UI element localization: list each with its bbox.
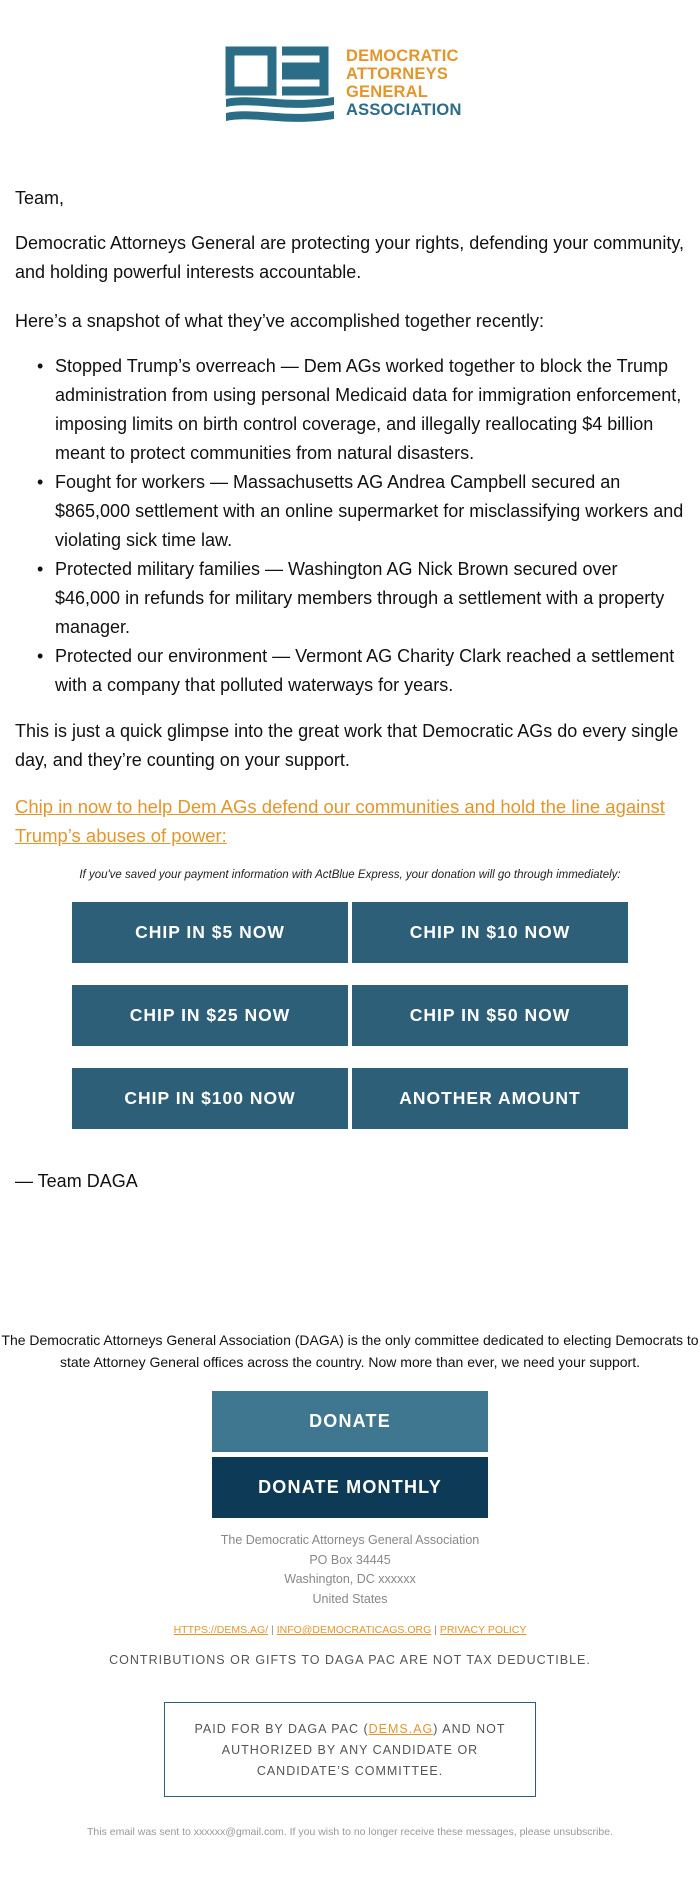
chip-in-25-button[interactable]: CHIP IN $25 NOW: [72, 985, 348, 1046]
another-amount-button[interactable]: ANOTHER AMOUNT: [352, 1068, 628, 1129]
daga-logo: [224, 45, 484, 130]
dems-ag-link[interactable]: DEMS.AG: [368, 1722, 434, 1736]
link-separator: |: [434, 1624, 437, 1636]
address-org: The Democratic Attorneys General Association: [220, 1533, 480, 1547]
list-item: • Stopped Trump’s overreach — Dem AGs worked together to block the Trump administration from using personal Medicaid data for immigration enforcement, imposing limits on birth control coverage, and illegally reallocating $4 billion meant to protect communities from natural disasters.: [15, 352, 687, 468]
mailing-address: [0, 1531, 700, 1609]
accomplishments-list: [15, 352, 687, 700]
address-country: United States: [312, 1591, 388, 1606]
website-link[interactable]: HTTPS://DEMS.AG/: [173, 1624, 269, 1636]
list-item: • Protected our environment — Vermont AG Charity Clark reached a settlement with a company that polluted waterways for years.: [15, 642, 687, 700]
list-item: • Protected military families — Washington AG Nick Brown secured over $46,000 in refunds for military members through a settlement with a property manager.: [15, 555, 687, 642]
email-link[interactable]: INFO@DEMOCRATICAGS.ORG: [276, 1624, 432, 1636]
paid-for-disclaimer: [164, 1702, 536, 1797]
chip-in-100-button[interactable]: CHIP IN $100 NOW: [72, 1068, 348, 1129]
logo-line-1: DEMOCRATIC: [346, 47, 459, 65]
intro-paragraph: Democratic Attorneys General are protecting your rights, defending your community, and holding powerful interests accountable.: [15, 233, 684, 282]
donate-button[interactable]: DONATE: [212, 1391, 488, 1452]
glimpse-paragraph: This is just a quick glimpse into the great work that Democratic AGs do every single day, and they’re counting on your support.: [15, 721, 679, 770]
link-separator: |: [271, 1624, 274, 1636]
logo-line-2: ATTORNEYS: [346, 65, 449, 83]
logo-text: [346, 47, 462, 119]
tax-disclaimer: CONTRIBUTIONS OR GIFTS TO DAGA PAC ARE NOT TAX DEDUCTIBLE.: [109, 1653, 591, 1667]
chip-in-5-button[interactable]: CHIP IN $5 NOW: [72, 902, 348, 963]
footer-links: [0, 1624, 700, 1636]
unsubscribe-note[interactable]: This email was sent to xxxxxx@gmail.com. If you wish to no longer receive these messages, please unsubscribe.: [87, 1826, 613, 1838]
signoff: — Team DAGA: [15, 1171, 138, 1191]
address-city: Washington, DC xxxxxx: [284, 1572, 416, 1586]
donate-monthly-button[interactable]: DONATE MONTHLY: [212, 1457, 488, 1518]
snapshot-intro: Here’s a snapshot of what they’ve accomplished together recently:: [15, 311, 544, 331]
chip-in-link[interactable]: Chip in now to help Dem AGs defend our communities and hold the line against Trump’s abuses of power:: [15, 796, 665, 846]
daga-logo-icon: [224, 45, 336, 130]
actblue-express-note: If you've saved your payment information with ActBlue Express, your donation will go through immediately:: [79, 869, 621, 881]
privacy-policy-link[interactable]: PRIVACY POLICY: [439, 1624, 527, 1636]
footer-about: The Democratic Attorneys General Association (DAGA) is the only committee dedicated to electing Democrats to state Attorney General offices across the country. Now more than ever, we need your support.: [1, 1332, 699, 1370]
chip-in-10-button[interactable]: CHIP IN $10 NOW: [352, 902, 628, 963]
logo-line-3: GENERAL: [346, 83, 429, 101]
logo-line-4: ASSOCIATION: [346, 101, 462, 119]
chip-in-50-button[interactable]: CHIP IN $50 NOW: [352, 985, 628, 1046]
greeting: Team,: [15, 188, 65, 208]
address-po: PO Box 34445: [309, 1552, 391, 1567]
paid-for-text: ) AND NOT AUTHORIZED BY ANY CANDIDATE OR CANDIDATE’S COMMITTEE.: [221, 1722, 506, 1778]
paid-for-text: PAID FOR BY DAGA PAC (: [194, 1722, 369, 1736]
list-item: • Fought for workers — Massachusetts AG Andrea Campbell secured an $865,000 settlement with an online supermarket for misclassifying workers and violating sick time law.: [15, 468, 687, 555]
